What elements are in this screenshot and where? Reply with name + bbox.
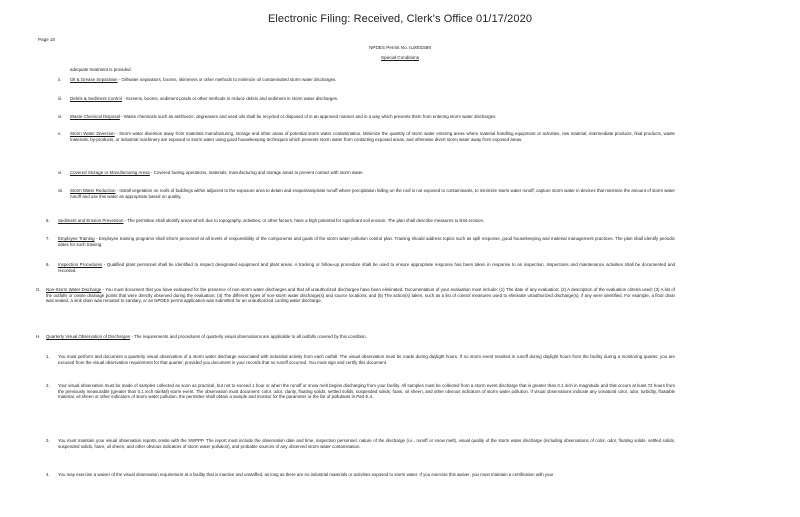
item-text: You may exercise a waiver of the visual observation requirement at a facility that is inactive and unstaffed, as long as there are no industrial materials or activities exposed to storm water. If you exercise this waiver, you must maintain a certification with your xyxy=(58,472,554,477)
permit-number: NPDES Permit No. IL0001589 xyxy=(369,45,431,50)
item-number: 6. xyxy=(46,218,50,223)
item-number: 3. xyxy=(46,438,50,443)
page-number: Page 10 xyxy=(38,37,56,42)
item-number: 8. xyxy=(46,262,50,267)
item-number: 1. xyxy=(46,354,50,359)
item-number: ii. xyxy=(58,77,62,82)
section-title: Special Conditions xyxy=(380,55,420,60)
item-text: Employee Training - Employee training programs shall inform personnel at all levels of responsibility of the components and goals of the storm water pollution control plan. Training should address topics such as spill response, good housekeeping and material management practices. The plan shall identify periodic dates for such training. xyxy=(58,236,675,247)
item-number: 7. xyxy=(46,236,50,241)
item-text: Oil & Grease Separation - Oil/water separators, booms, skimmers or other methods to minimize oil contaminated storm water discharges. xyxy=(70,77,337,82)
item-number: v. xyxy=(58,131,62,136)
item-text: You must perform and document a quarterly visual observation of a storm water discharge associated with industrial activity from each outfall. The visual observation must be made during daylight hours. If no storm event resulted in runoff during daylight hours from the facility during a monitoring quarter, you are excused from the visual observation requirement for that quarter, provided you document in your records that no runoff occurred. You must sign and certify this document. xyxy=(58,354,675,365)
item-text: Debris & Sediment Control - Screens, booms, sediment ponds or other methods to reduce debris and sediment in storm water discharges. xyxy=(70,96,339,101)
item-number: 4. xyxy=(46,472,50,477)
item-number: vii. xyxy=(58,188,64,193)
item-text: You must maintain your visual observation reports onsite with the SWPPP. The report must include the observation date and time, inspection personnel, nature of the discharge (i.e., runoff or snow melt), visual quality of the storm water discharge (including observations of color, odor, floating solids, settled solids, suspended solids, foam, oil sheen, and other obvious indicators of storm water pollution), and probable sources of any observed storm water contamination. xyxy=(58,438,675,449)
item-text: Sediment and Erosion Prevention - The permittee shall identify areas which due to topography, activities, or other factors, have a high potential for significant soil erosion. The plan shall describe measures to limit erosion. xyxy=(58,218,485,223)
item-number: iii. xyxy=(58,96,63,101)
item-number: iv. xyxy=(58,114,63,119)
section-text: Quarterly Visual Observation of Discharges - The requirements and procedures of quarterly visual observations are applicable to all outfalls covered by this condition. xyxy=(46,334,367,339)
item-text: Waste Chemical Disposal - Waste chemicals such as antifreeze, degreasers and used oils shall be recycled or disposed of in an approved manner and in a way which prevents them from entering storm water discharges. xyxy=(70,114,497,119)
item-text: Your visual observation must be made of samples collected as soon as practical, but not to exceed 1 hour or when the runoff or snow melt begins discharging from your facility. All samples must be collected from a storm event discharge that is greater than 0.1 inch in magnitude and that occurs at least 72 hours from the previously measurable (greater than 0.1 inch rainfall) storm event. The observation must document: color, odor, clarity, floating solids, settled solids, suspended solids, foam, oil sheen, and other obvious indicators of storm water pollution. If visual observations indicate any unnatural color, odor, turbidity, floatable material, oil sheen or other indicators of storm water pollution, the permittee shall obtain a sample and monitor for the parameter or the list of pollutants in Part E.4. xyxy=(58,383,675,400)
item-text: Storm Water Reduction - Install vegetation on roofs of buildings within adjacent to the exposure area to detain and evapotranspirate runoff where precipitation falling on the roof is not exposed to contaminants, to minimize storm water runoff; capture storm water in devices that minimize the amount of storm water runoff and use this water as appropriate based on quality. xyxy=(70,188,675,199)
item-text: Inspection Procedures - Qualified plant personnel shall be identified to inspect designated equipment and plant areas. A tracking or follow-up procedure shall be used to ensure appropriate response has been taken in response to an inspection. Inspections and maintenance activities shall be documented and recorded. xyxy=(58,262,675,273)
section-text: Non-Storm Water Discharge - You must document that you have evaluated for the presence of non-storm water discharges and that all unauthorized discharges have been eliminated. Documentation of your evaluation must include: (1) The date of any evaluation; (2) A description of the evaluation criteria used; (3) A list of the outfalls or onsite drainage points that were directly observed during the evaluation; (4) The different types of non-storm water discharge(s) and source locations; and (5) The action(s) taken, such as a list of control measures used to eliminate unauthorized discharge(s), if any were identified. For example, a floor drain was sealed, a sink drain was rerouted to sanitary, or an NPDES permit application was submitted for an unauthorized cooling water discharge. xyxy=(46,287,676,304)
section-letter: G. xyxy=(36,287,41,292)
item-number: vi. xyxy=(58,170,63,175)
continuation-text: adequate treatment is provided. xyxy=(70,67,132,72)
filing-stamp: Electronic Filing: Received, Clerk's Office 01/17/2020 xyxy=(267,13,533,25)
section-letter: H. xyxy=(36,334,41,339)
item-text: Storm Water Diversion - Storm water diversion away from materials manufacturing, storage and other areas of potential storm water contamination. Minimize the quantity of storm water entering areas where material handling equipment or activities, raw material, intermediate products, final products, waste materials, by-products, or industrial machinery are exposed to storm water using good housekeeping techniques which prevents storm water from contacting exposed areas, and otherwise divert storm water away from exposed areas. xyxy=(70,131,675,142)
item-number: 2. xyxy=(46,383,50,388)
item-text: Covered Storage or Manufacturing Areas - Covered fueling operations, materials, manufacturing and storage areas to prevent contact with storm water. xyxy=(70,170,364,175)
